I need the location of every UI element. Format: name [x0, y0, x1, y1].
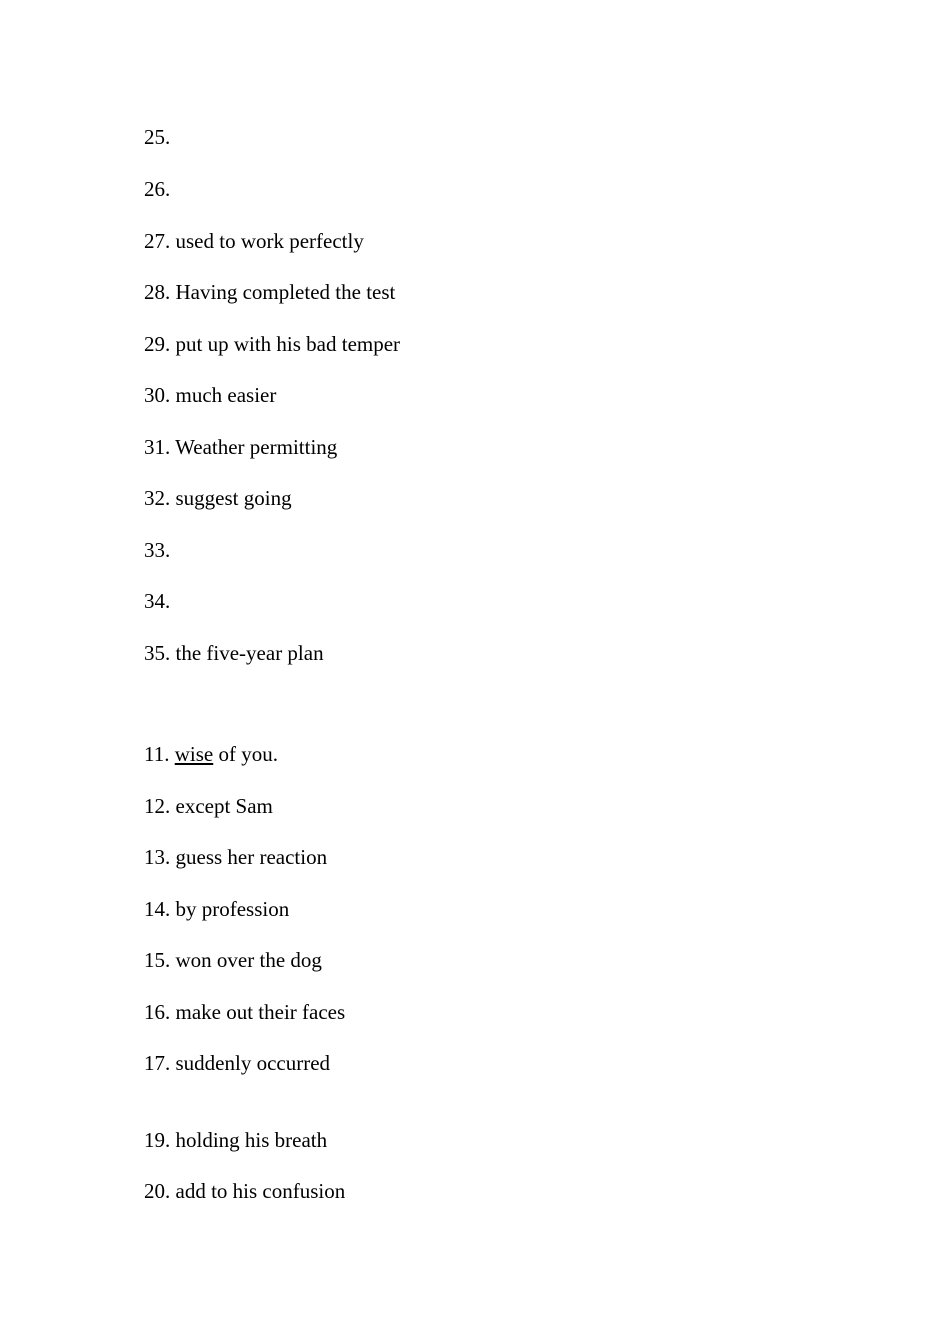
answer-line-15 — [144, 948, 322, 972]
answer-number: 19. — [144, 1128, 171, 1152]
answer-number: 35. — [144, 641, 171, 665]
answer-text: holding his breath — [175, 1128, 328, 1152]
answer-line-29 — [144, 332, 400, 356]
answer-number: 33. — [144, 538, 171, 562]
answer-text: put up with his bad temper — [175, 332, 401, 356]
answer-text: except Sam — [175, 794, 273, 818]
answer-line-11 — [144, 742, 278, 766]
answer-line-35 — [144, 641, 324, 665]
answer-number: 31. — [144, 435, 171, 459]
answer-number: 25. — [144, 125, 171, 149]
answer-text: make out their faces — [175, 1000, 346, 1024]
answer-number: 30. — [144, 383, 171, 407]
answer-number: 15. — [144, 948, 171, 972]
answer-number: 16. — [144, 1000, 171, 1024]
answer-number: 29. — [144, 332, 171, 356]
answer-number: 13. — [144, 845, 171, 869]
answer-number: 28. — [144, 280, 171, 304]
answer-number: 20. — [144, 1179, 171, 1203]
answer-number: 26. — [144, 177, 171, 201]
answer-number: 34. — [144, 589, 171, 613]
answer-text: won over the dog — [175, 948, 322, 972]
answer-line-12 — [144, 794, 273, 818]
answer-line-33 — [144, 538, 170, 562]
answer-line-17 — [144, 1051, 330, 1075]
answer-line-26 — [144, 177, 170, 201]
answer-line-13 — [144, 845, 327, 869]
answer-number: 17. — [144, 1051, 171, 1075]
answer-line-28 — [144, 280, 395, 304]
answer-line-31 — [144, 435, 337, 459]
answer-text: Weather permitting — [175, 435, 338, 459]
answer-line-27 — [144, 229, 364, 253]
answer-line-20 — [144, 1179, 345, 1203]
answer-text: much easier — [175, 383, 277, 407]
answer-number: 14. — [144, 897, 171, 921]
answer-text: suddenly occurred — [175, 1051, 331, 1075]
answer-number: 12. — [144, 794, 171, 818]
underlined-word: wise — [174, 742, 214, 766]
answer-text: of you. — [218, 742, 278, 766]
answer-line-32 — [144, 486, 292, 510]
answer-line-14 — [144, 897, 289, 921]
answer-text: the five-year plan — [175, 641, 324, 665]
answer-line-19 — [144, 1128, 327, 1152]
answer-text: Having completed the test — [175, 280, 396, 304]
answer-text: by profession — [175, 897, 290, 921]
answer-text: used to work perfectly — [175, 229, 364, 253]
answer-line-25 — [144, 125, 170, 149]
answer-line-30 — [144, 383, 276, 407]
answer-text: guess her reaction — [175, 845, 328, 869]
answer-number: 27. — [144, 229, 171, 253]
answer-line-16 — [144, 1000, 345, 1024]
answer-number: 11. — [144, 742, 170, 766]
answer-text: add to his confusion — [175, 1179, 346, 1203]
answer-number: 32. — [144, 486, 171, 510]
answer-line-34 — [144, 589, 170, 613]
answer-text: suggest going — [175, 486, 292, 510]
